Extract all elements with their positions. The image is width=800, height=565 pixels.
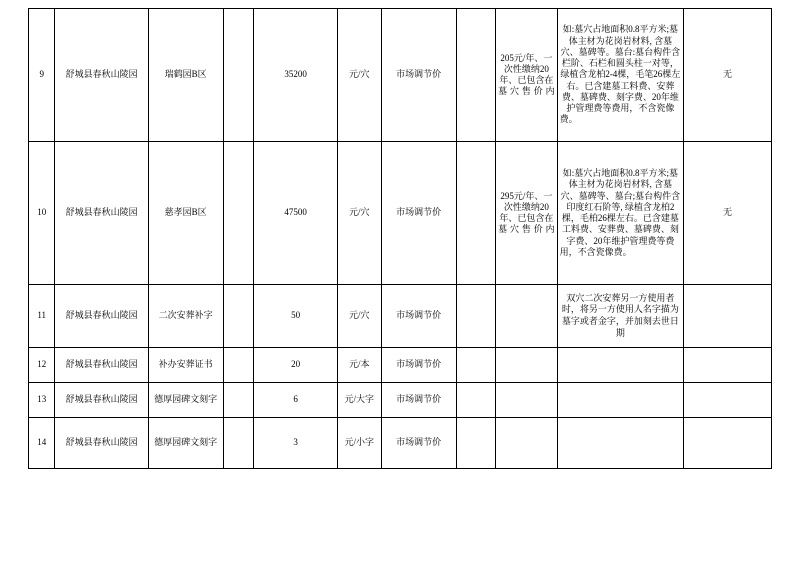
row-extra: 无: [684, 142, 772, 285]
row-period: [496, 418, 558, 469]
row-blank: [456, 418, 496, 469]
row-standard: [223, 285, 254, 348]
table-row: [29, 348, 772, 383]
row-note: [557, 348, 683, 383]
table-row: [29, 383, 772, 418]
row-blank: [456, 285, 496, 348]
row-price: 20: [254, 348, 338, 383]
row-note: [557, 418, 683, 469]
row-period: [496, 348, 558, 383]
row-extra: [684, 418, 772, 469]
row-item-name: 德厚园碑文刻字: [148, 418, 223, 469]
row-note: [557, 383, 683, 418]
row-price: 3: [254, 418, 338, 469]
row-unit-name: 舒城县春秋山陵园: [55, 9, 148, 142]
row-price-type: 市场调节价: [381, 348, 456, 383]
row-standard: [223, 9, 254, 142]
row-price: 50: [254, 285, 338, 348]
row-note: 如:墓穴占地面积0.8平方米;墓体主材为花岗岩材料, 含墓穴、墓碑等、墓台;墓台构件含印度红石阶等, 绿植含龙柏2棵，毛柏26棵左右。已含建墓工料费、安葬费、墓碑费、刻字费、20年维护管理费等费用，不含瓷像费。: [557, 142, 683, 285]
row-period: 205元/年、一次性缴纳20年、已包含在墓穴售价内: [496, 9, 558, 142]
row-blank: [456, 348, 496, 383]
price-table: [28, 8, 772, 469]
table-row: [29, 285, 772, 348]
row-extra: 无: [684, 9, 772, 142]
row-item-name: 补办安葬证书: [148, 348, 223, 383]
row-blank: [456, 142, 496, 285]
row-period: 295元/年、一次性缴纳20年、已包含在墓穴售价内: [496, 142, 558, 285]
row-price-type: 市场调节价: [381, 418, 456, 469]
table-row: [29, 142, 772, 285]
row-price-type: 市场调节价: [381, 142, 456, 285]
row-measure-unit: 元/穴: [337, 9, 381, 142]
row-extra: [684, 383, 772, 418]
row-item-name: 慈孝园B区: [148, 142, 223, 285]
row-index: 12: [29, 348, 55, 383]
row-measure-unit: 元/小字: [337, 418, 381, 469]
row-index: 13: [29, 383, 55, 418]
row-standard: [223, 383, 254, 418]
row-index: 10: [29, 142, 55, 285]
row-measure-unit: 元/穴: [337, 142, 381, 285]
row-unit-name: 舒城县春秋山陵园: [55, 383, 148, 418]
row-price: 47500: [254, 142, 338, 285]
row-extra: [684, 348, 772, 383]
row-standard: [223, 142, 254, 285]
row-item-name: 二次安葬补字: [148, 285, 223, 348]
row-price-type: 市场调节价: [381, 383, 456, 418]
table-row: [29, 9, 772, 142]
row-note: 双穴二次安葬另一方使用者时，将另一方使用人名字描为墓字或者金字，并加刻去世日期: [557, 285, 683, 348]
row-note: 如:墓穴占地面积0.8平方米;墓体主材为花岗岩材料, 含墓穴、墓碑等。墓台:墓台构件含栏阶、石栏和圆头柱一对等，绿植含龙柏2-4棵，毛笔26棵左右。已含建墓工料费、安葬费、墓碑费、刻字费、20年维护管理费等费用，不含瓷像费。: [557, 9, 683, 142]
row-item-name: 瑞鹤园B区: [148, 9, 223, 142]
row-price-type: 市场调节价: [381, 285, 456, 348]
row-unit-name: 舒城县春秋山陵园: [55, 142, 148, 285]
row-index: 11: [29, 285, 55, 348]
table-row: [29, 418, 772, 469]
row-unit-name: 舒城县春秋山陵园: [55, 348, 148, 383]
row-index: 9: [29, 9, 55, 142]
row-blank: [456, 383, 496, 418]
row-index: 14: [29, 418, 55, 469]
row-period: [496, 383, 558, 418]
row-blank: [456, 9, 496, 142]
row-item-name: 德厚园碑文刻字: [148, 383, 223, 418]
row-price: 35200: [254, 9, 338, 142]
row-extra: [684, 285, 772, 348]
row-standard: [223, 348, 254, 383]
row-price-type: 市场调节价: [381, 9, 456, 142]
row-measure-unit: 元/穴: [337, 285, 381, 348]
row-unit-name: 舒城县春秋山陵园: [55, 285, 148, 348]
row-measure-unit: 元/本: [337, 348, 381, 383]
row-price: 6: [254, 383, 338, 418]
row-period: [496, 285, 558, 348]
row-standard: [223, 418, 254, 469]
row-unit-name: 舒城县春秋山陵园: [55, 418, 148, 469]
row-measure-unit: 元/大字: [337, 383, 381, 418]
